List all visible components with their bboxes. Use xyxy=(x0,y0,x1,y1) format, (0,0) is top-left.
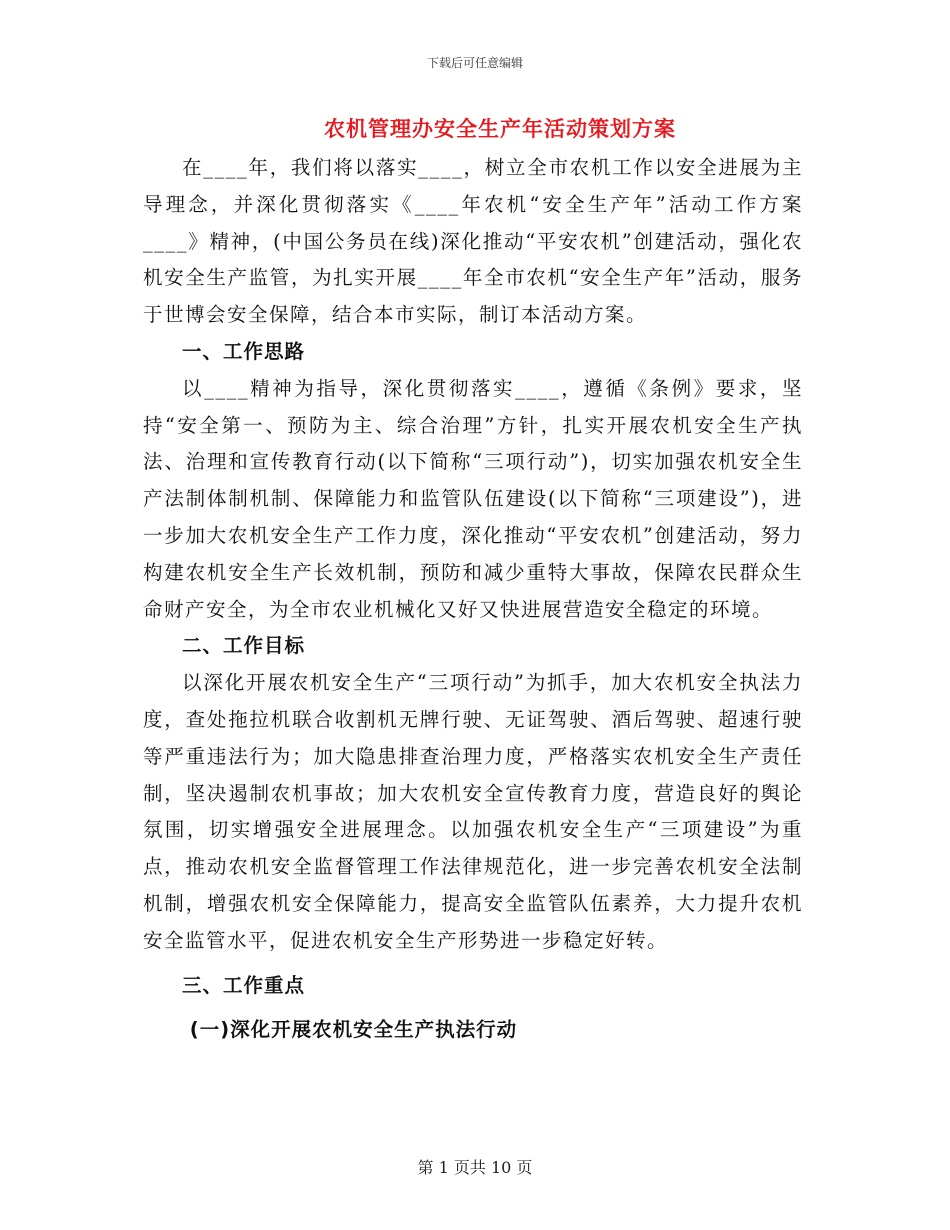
document-title: 农机管理办安全生产年活动策划方案 xyxy=(324,117,676,141)
page-header-note: 下载后可任意编辑 xyxy=(426,56,523,70)
section-heading-work-goals: 二、工作目标 xyxy=(182,634,306,658)
intro-paragraph: 在____年，我们将以落实____，树立全市农机工作以安全进展为主导理念，并深化贯彻落实《____年农机“安全生产年”活动工作方案____》精神，(中国公务员在线)深化推动“平安农机”创建活动，强化农机安全生产监管，为扎实开展____年全市农机“安全生产年”活动，服务于世博会安全保障，结合本市实际，制订本活动方案。 xyxy=(143,156,803,327)
page-number-footer: 第 1 页共 10 页 xyxy=(417,1158,533,1177)
section-paragraph-work-approach: 以____精神为指导，深化贯彻落实____，遵循《条例》要求，坚持“安全第一、预防为主、综合治理”方针，扎实开展农机安全生产执法、治理和宣传教育行动(以下简称“三项行动”)，切实加强农机安全生产法制体制机制、保障能力和监管队伍建设(以下简称“三项建设”)，进一步加大农机安全生产工作力度，深化推动“平安农机”创建活动，努力构建农机安全生产长效机制，预防和减少重特大事故，保障农民群众生命财产安全，为全市农业机械化又好又快进展营造安全稳定的环境。 xyxy=(143,376,803,621)
subsection-heading-enforcement: (一)深化开展农机安全生产执法行动 xyxy=(189,1018,518,1042)
document-body xyxy=(143,150,803,1049)
section-heading-work-focus: 三、工作重点 xyxy=(182,973,306,997)
section-heading-work-approach: 一、工作思路 xyxy=(182,339,306,363)
section-paragraph-work-goals: 以深化开展农机安全生产“三项行动”为抓手，加大农机安全执法力度，查处拖拉机联合收割机无牌行驶、无证驾驶、酒后驾驶、超速行驶等严重违法行为；加大隐患排查治理力度，严格落实农机安全生产责任制，坚决遏制农机事故；加大农机安全宣传教育力度，营造良好的舆论氛围，切实增强安全进展理念。以加强农机安全生产“三项建设”为重点，推动农机安全监督管理工作法律规范化，进一步完善农机安全法制机制，增强农机安全保障能力，提高安全监管队伍素养，大力提升农机安全监管水平，促进农机安全生产形势进一步稳定好转。 xyxy=(143,671,803,952)
